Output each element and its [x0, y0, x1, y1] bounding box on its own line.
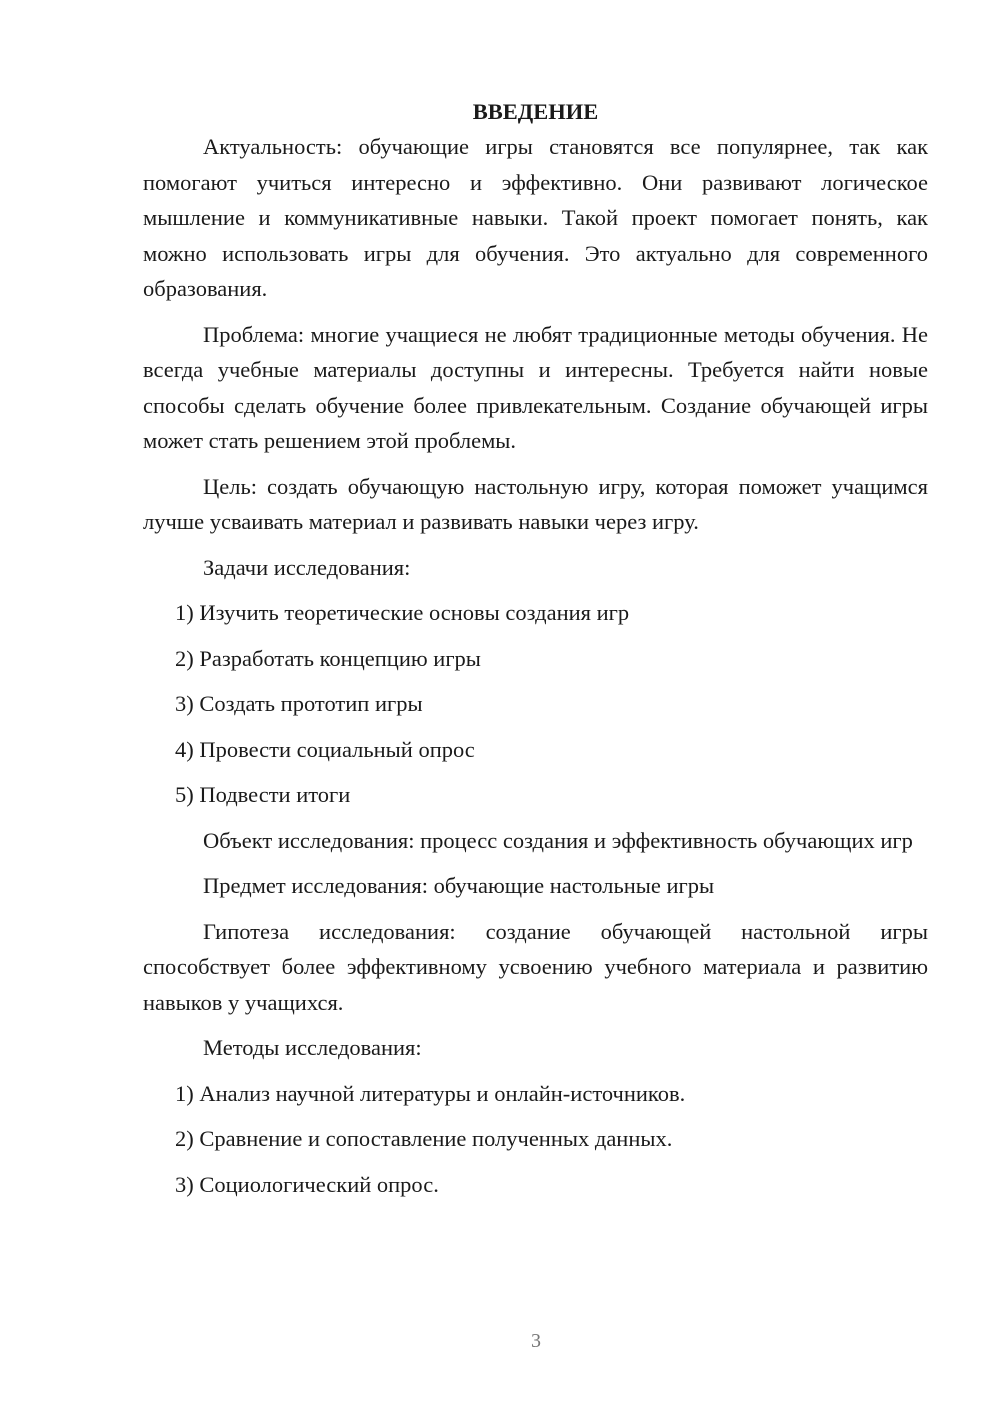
list-item: 1) Анализ научной литературы и онлайн-источников.	[175, 1080, 686, 1106]
tasks-title: Задачи исследования:	[203, 554, 411, 580]
subject-paragraph: Предмет исследования: обучающие настольные игры	[203, 873, 715, 898]
relevance-paragraph: Актуальность: обучающие игры становятся все популярнее, так как помогают учиться интересно и эффективно. Они развивают логическое мышление и коммуникативные навыки. Такой проект помогает понять, как можно использовать игры для обучения. Это актуально для современного образования.	[143, 134, 928, 301]
list-item: 2) Разработать концепцию игры	[175, 645, 481, 671]
hypothesis-paragraph: Гипотеза исследования: создание обучающей настольной игры способствует более эффективному усвоению учебного материала и развитию навыков у учащихся.	[143, 918, 928, 1015]
object-paragraph: Объект исследования: процесс создания и эффективность обучающих игр	[203, 827, 913, 853]
tasks-list	[143, 595, 928, 813]
list-item: 5) Подвести итоги	[175, 782, 351, 807]
list-item: 1) Изучить теоретические основы создания игр	[175, 600, 630, 625]
goal-paragraph: Цель: создать обучающую настольную игру, которая поможет учащимся лучше усваивать материал и развивать навыки через игру.	[143, 473, 928, 534]
list-item: 3) Создать прототип игры	[175, 691, 423, 716]
methods-title: Методы исследования:	[203, 1035, 422, 1060]
document-body	[143, 94, 928, 1212]
page-number: 3	[531, 1330, 541, 1352]
methods-list	[143, 1076, 928, 1203]
problem-paragraph: Проблема: многие учащиеся не любят традиционные методы обучения. Не всегда учебные материалы доступны и интересны. Требуется найти новые способы сделать обучение более привлекательным. Создание обучающей игры может стать решением этой проблемы.	[143, 321, 928, 453]
list-item: 2) Сравнение и сопоставление полученных данных.	[175, 1126, 673, 1151]
list-item: 4) Провести социальный опрос	[175, 736, 475, 762]
list-item: 3) Социологический опрос.	[175, 1171, 439, 1197]
section-heading: ВВЕДЕНИЕ	[472, 99, 599, 124]
